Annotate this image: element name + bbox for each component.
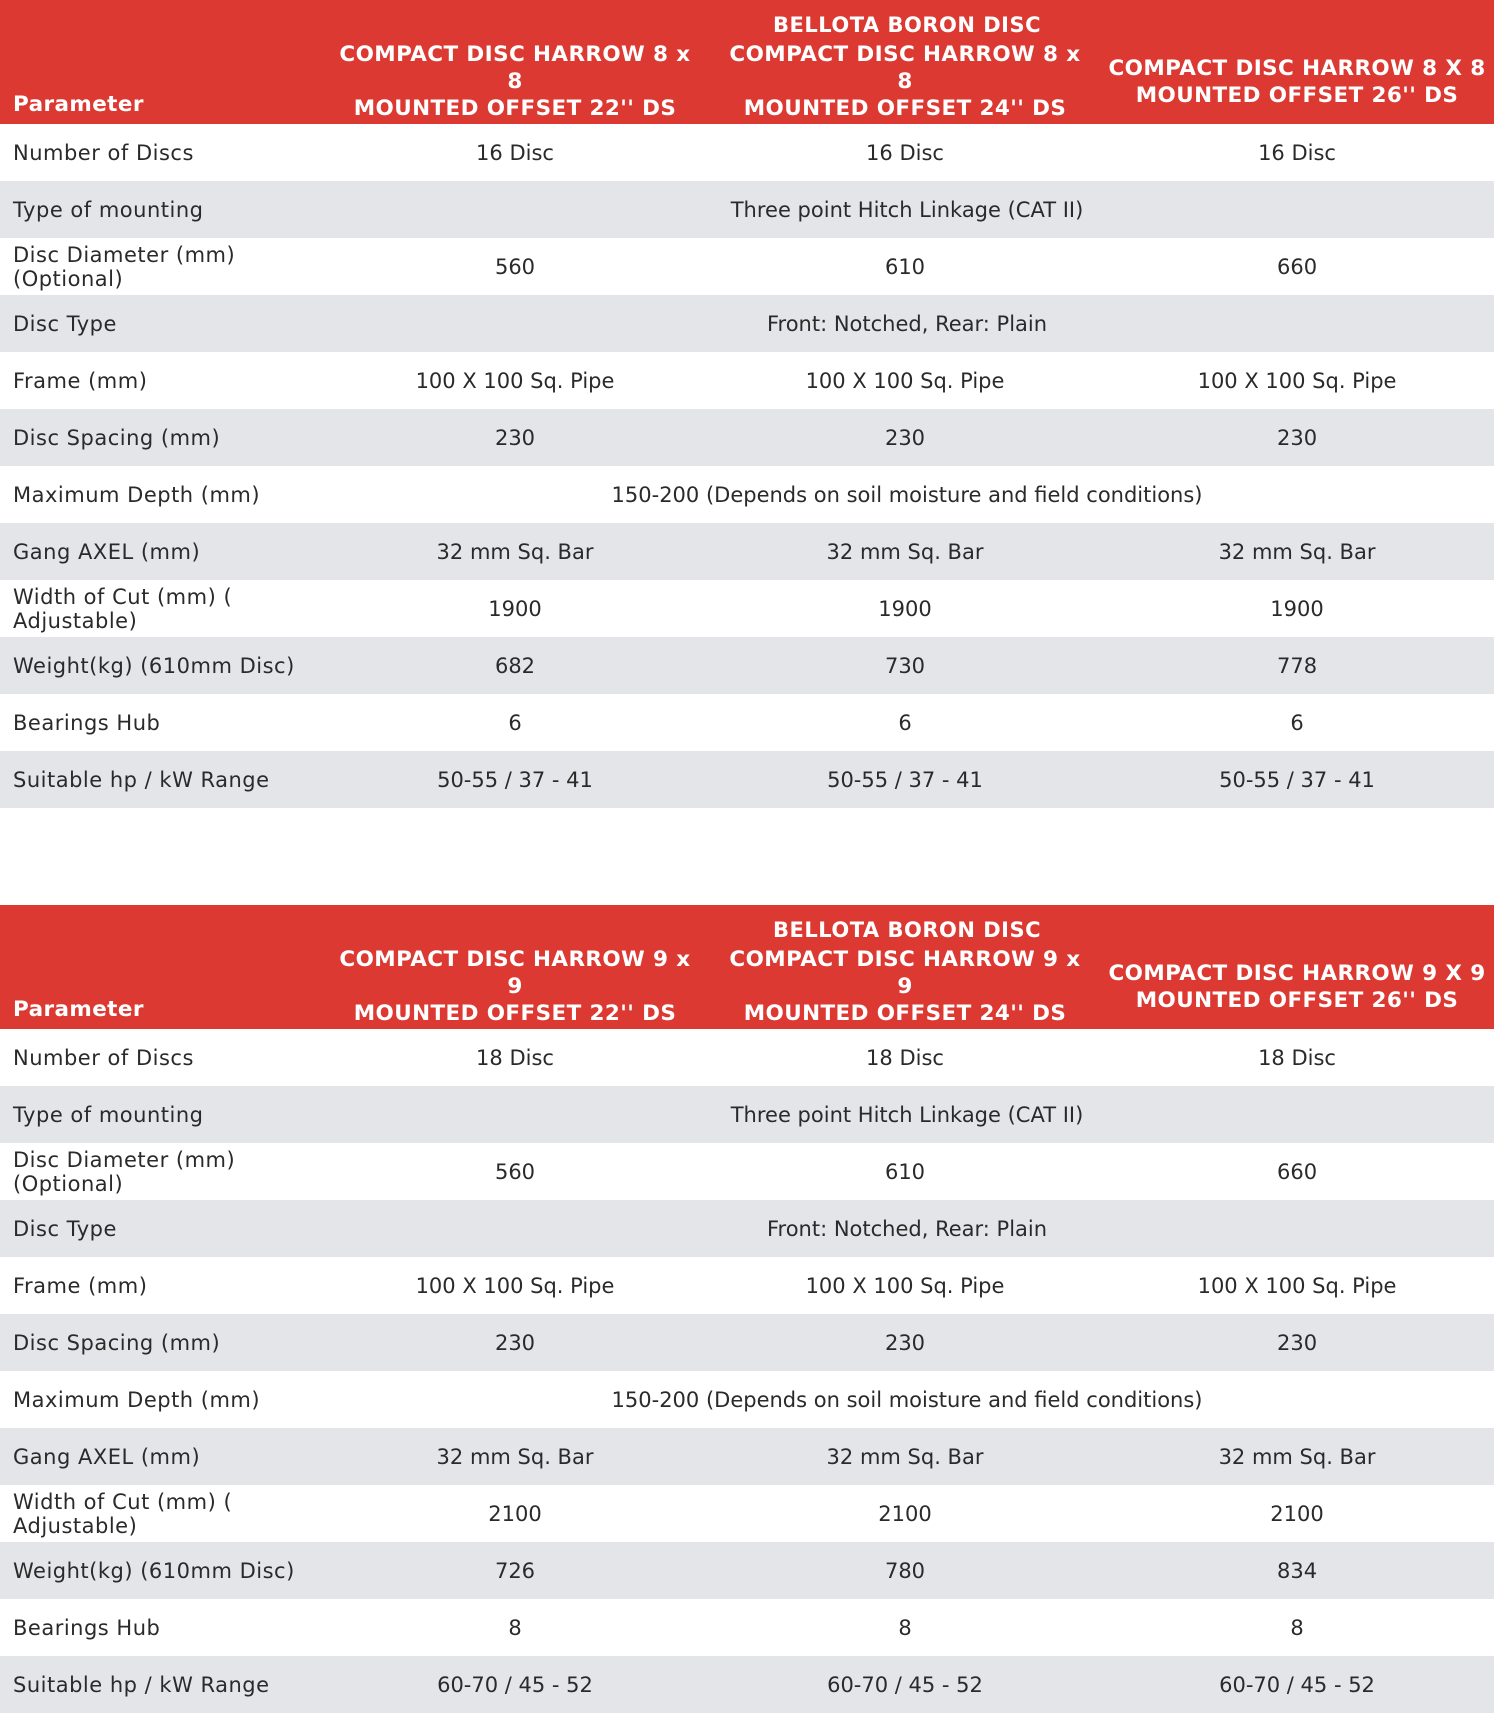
model-header-line: MOUNTED OFFSET 26'' DS	[1135, 987, 1459, 1013]
row-value: 18 Disc	[476, 1045, 554, 1070]
table-row	[0, 1143, 1494, 1200]
table-row	[0, 352, 1494, 409]
row-value: 780	[884, 1558, 926, 1583]
row-label: Disc Diameter (mm)(Optional)	[13, 1147, 236, 1196]
row-value: 6	[1290, 710, 1304, 735]
model-column-header	[710, 37, 1100, 124]
model-column-header	[320, 942, 710, 1029]
model-column-header	[710, 942, 1100, 1029]
row-label: Frame (mm)	[13, 368, 148, 393]
row-label: Type of mounting	[13, 197, 204, 222]
model-header-line: MOUNTED OFFSET 22'' DS	[353, 96, 677, 121]
table-row	[0, 295, 1494, 352]
row-value: 100 X 100 Sq. Pipe	[805, 368, 1005, 393]
row-value: 60-70 / 45 - 52	[1219, 1672, 1375, 1697]
row-label: Disc Spacing (mm)	[13, 1330, 221, 1355]
row-label: Number of Discs	[13, 140, 194, 165]
row-label: Maximum Depth (mm)	[13, 1387, 261, 1412]
row-value: 230	[1276, 1330, 1318, 1355]
row-value: 32 mm Sq. Bar	[826, 539, 984, 564]
row-value: 50-55 / 37 - 41	[827, 767, 983, 792]
row-value: 100 X 100 Sq. Pipe	[415, 368, 615, 393]
row-value-span: Three point Hitch Linkage (CAT II)	[730, 197, 1084, 222]
model-column-header	[1100, 942, 1494, 1029]
table-row	[0, 466, 1494, 523]
model-column-header	[1100, 37, 1494, 124]
row-value: 2100	[488, 1501, 542, 1526]
table-row	[0, 181, 1494, 238]
row-value: 32 mm Sq. Bar	[1218, 1444, 1376, 1469]
header-blank	[0, 905, 320, 942]
row-value: 560	[494, 1159, 536, 1184]
row-value: 778	[1276, 653, 1318, 678]
row-value: 60-70 / 45 - 52	[437, 1672, 593, 1697]
table-row	[0, 124, 1494, 181]
table-row	[0, 1200, 1494, 1257]
model-header-line: COMPACT DISC HARROW 8 x 8	[729, 42, 1081, 94]
table-row	[0, 751, 1494, 808]
model-header-line: MOUNTED OFFSET 26'' DS	[1135, 82, 1459, 108]
row-value: 2100	[1270, 1501, 1324, 1526]
row-value: 32 mm Sq. Bar	[436, 539, 594, 564]
row-label: Suitable hp / kW Range	[13, 1672, 270, 1697]
row-value: 1900	[878, 596, 932, 621]
parameter-header: Parameter	[13, 92, 144, 117]
row-value: 230	[494, 425, 536, 450]
row-label: Frame (mm)	[13, 1273, 148, 1298]
table-row	[0, 1086, 1494, 1143]
row-value: 2100	[878, 1501, 932, 1526]
parameter-header: Parameter	[13, 997, 144, 1022]
row-value-span: 150-200 (Depends on soil moisture and field conditions)	[611, 482, 1203, 507]
brand-title: BELLOTA BORON DISC	[773, 13, 1042, 37]
table-row	[0, 409, 1494, 466]
row-value: 32 mm Sq. Bar	[826, 1444, 984, 1469]
row-value-span: Front: Notched, Rear: Plain	[766, 1216, 1048, 1241]
row-value: 32 mm Sq. Bar	[1218, 539, 1376, 564]
row-value: 230	[884, 1330, 926, 1355]
table-row	[0, 1314, 1494, 1371]
table-row	[0, 238, 1494, 295]
row-label: Bearings Hub	[13, 710, 161, 735]
table-row	[0, 694, 1494, 751]
row-value: 32 mm Sq. Bar	[436, 1444, 594, 1469]
table-row	[0, 1656, 1494, 1713]
model-header-line: COMPACT DISC HARROW 9 x 9	[729, 947, 1081, 999]
table-spacer	[0, 808, 1494, 905]
model-header-line: COMPACT DISC HARROW 9 x 9	[339, 947, 691, 999]
table-row	[0, 1542, 1494, 1599]
row-value: 18 Disc	[1258, 1045, 1336, 1070]
model-header-line: MOUNTED OFFSET 24'' DS	[743, 1001, 1067, 1026]
row-value: 100 X 100 Sq. Pipe	[415, 1273, 615, 1298]
table-row	[0, 1257, 1494, 1314]
table-header	[0, 0, 1494, 124]
row-value: 16 Disc	[476, 140, 554, 165]
row-value: 682	[494, 653, 536, 678]
row-value: 560	[494, 254, 536, 279]
row-value: 230	[494, 1330, 536, 1355]
row-value: 6	[508, 710, 522, 735]
row-value: 610	[884, 1159, 926, 1184]
table-row	[0, 1371, 1494, 1428]
table-row	[0, 1485, 1494, 1542]
row-value: 100 X 100 Sq. Pipe	[1197, 1273, 1397, 1298]
row-value: 100 X 100 Sq. Pipe	[1197, 368, 1397, 393]
row-value: 660	[1276, 254, 1318, 279]
row-value: 18 Disc	[866, 1045, 944, 1070]
row-value: 230	[1276, 425, 1318, 450]
model-header-line: COMPACT DISC HARROW 8 X 8	[1108, 55, 1486, 81]
row-value: 100 X 100 Sq. Pipe	[805, 1273, 1005, 1298]
row-label: Type of mounting	[13, 1102, 204, 1127]
row-value: 726	[494, 1558, 536, 1583]
header-blank	[0, 0, 320, 37]
model-header-line: MOUNTED OFFSET 24'' DS	[743, 96, 1067, 121]
table-row	[0, 523, 1494, 580]
row-label: Weight(kg) (610mm Disc)	[13, 1558, 295, 1583]
row-label: Number of Discs	[13, 1045, 194, 1070]
row-value-span: Three point Hitch Linkage (CAT II)	[730, 1102, 1084, 1127]
row-value-span: Front: Notched, Rear: Plain	[766, 311, 1048, 336]
table-row	[0, 1029, 1494, 1086]
row-label: Bearings Hub	[13, 1615, 161, 1640]
table-row	[0, 637, 1494, 694]
row-value: 16 Disc	[1258, 140, 1336, 165]
row-value: 834	[1276, 1558, 1318, 1583]
row-value: 8	[508, 1615, 522, 1640]
row-value: 660	[1276, 1159, 1318, 1184]
row-value: 1900	[1270, 596, 1324, 621]
row-label: Width of Cut (mm) ( Adjustable)	[13, 584, 233, 633]
table-row	[0, 1428, 1494, 1485]
row-label: Gang AXEL (mm)	[13, 1444, 201, 1469]
row-label: Disc Diameter (mm)(Optional)	[13, 242, 236, 291]
row-value: 50-55 / 37 - 41	[1219, 767, 1375, 792]
row-label: Width of Cut (mm) ( Adjustable)	[13, 1489, 233, 1538]
model-header-line: COMPACT DISC HARROW 9 X 9	[1108, 960, 1486, 986]
row-value-span: 150-200 (Depends on soil moisture and field conditions)	[611, 1387, 1203, 1412]
row-label: Disc Type	[13, 311, 117, 336]
model-header-line: MOUNTED OFFSET 22'' DS	[353, 1001, 677, 1026]
brand-title: BELLOTA BORON DISC	[773, 918, 1042, 942]
spec-table	[0, 905, 1494, 1713]
row-label: Maximum Depth (mm)	[13, 482, 261, 507]
row-label: Disc Spacing (mm)	[13, 425, 221, 450]
model-header-line: COMPACT DISC HARROW 8 x 8	[339, 42, 691, 94]
row-value: 50-55 / 37 - 41	[437, 767, 593, 792]
table-header	[0, 905, 1494, 1029]
row-value: 230	[884, 425, 926, 450]
row-value: 6	[898, 710, 912, 735]
row-value: 730	[884, 653, 926, 678]
model-column-header	[320, 37, 710, 124]
row-label: Disc Type	[13, 1216, 117, 1241]
row-label: Suitable hp / kW Range	[13, 767, 270, 792]
table-row	[0, 580, 1494, 637]
table-row	[0, 1599, 1494, 1656]
row-value: 610	[884, 254, 926, 279]
row-value: 16 Disc	[866, 140, 944, 165]
row-value: 8	[898, 1615, 912, 1640]
row-value: 8	[1290, 1615, 1304, 1640]
spec-table	[0, 0, 1494, 808]
row-value: 1900	[488, 596, 542, 621]
row-label: Gang AXEL (mm)	[13, 539, 201, 564]
row-value: 60-70 / 45 - 52	[827, 1672, 983, 1697]
row-label: Weight(kg) (610mm Disc)	[13, 653, 295, 678]
